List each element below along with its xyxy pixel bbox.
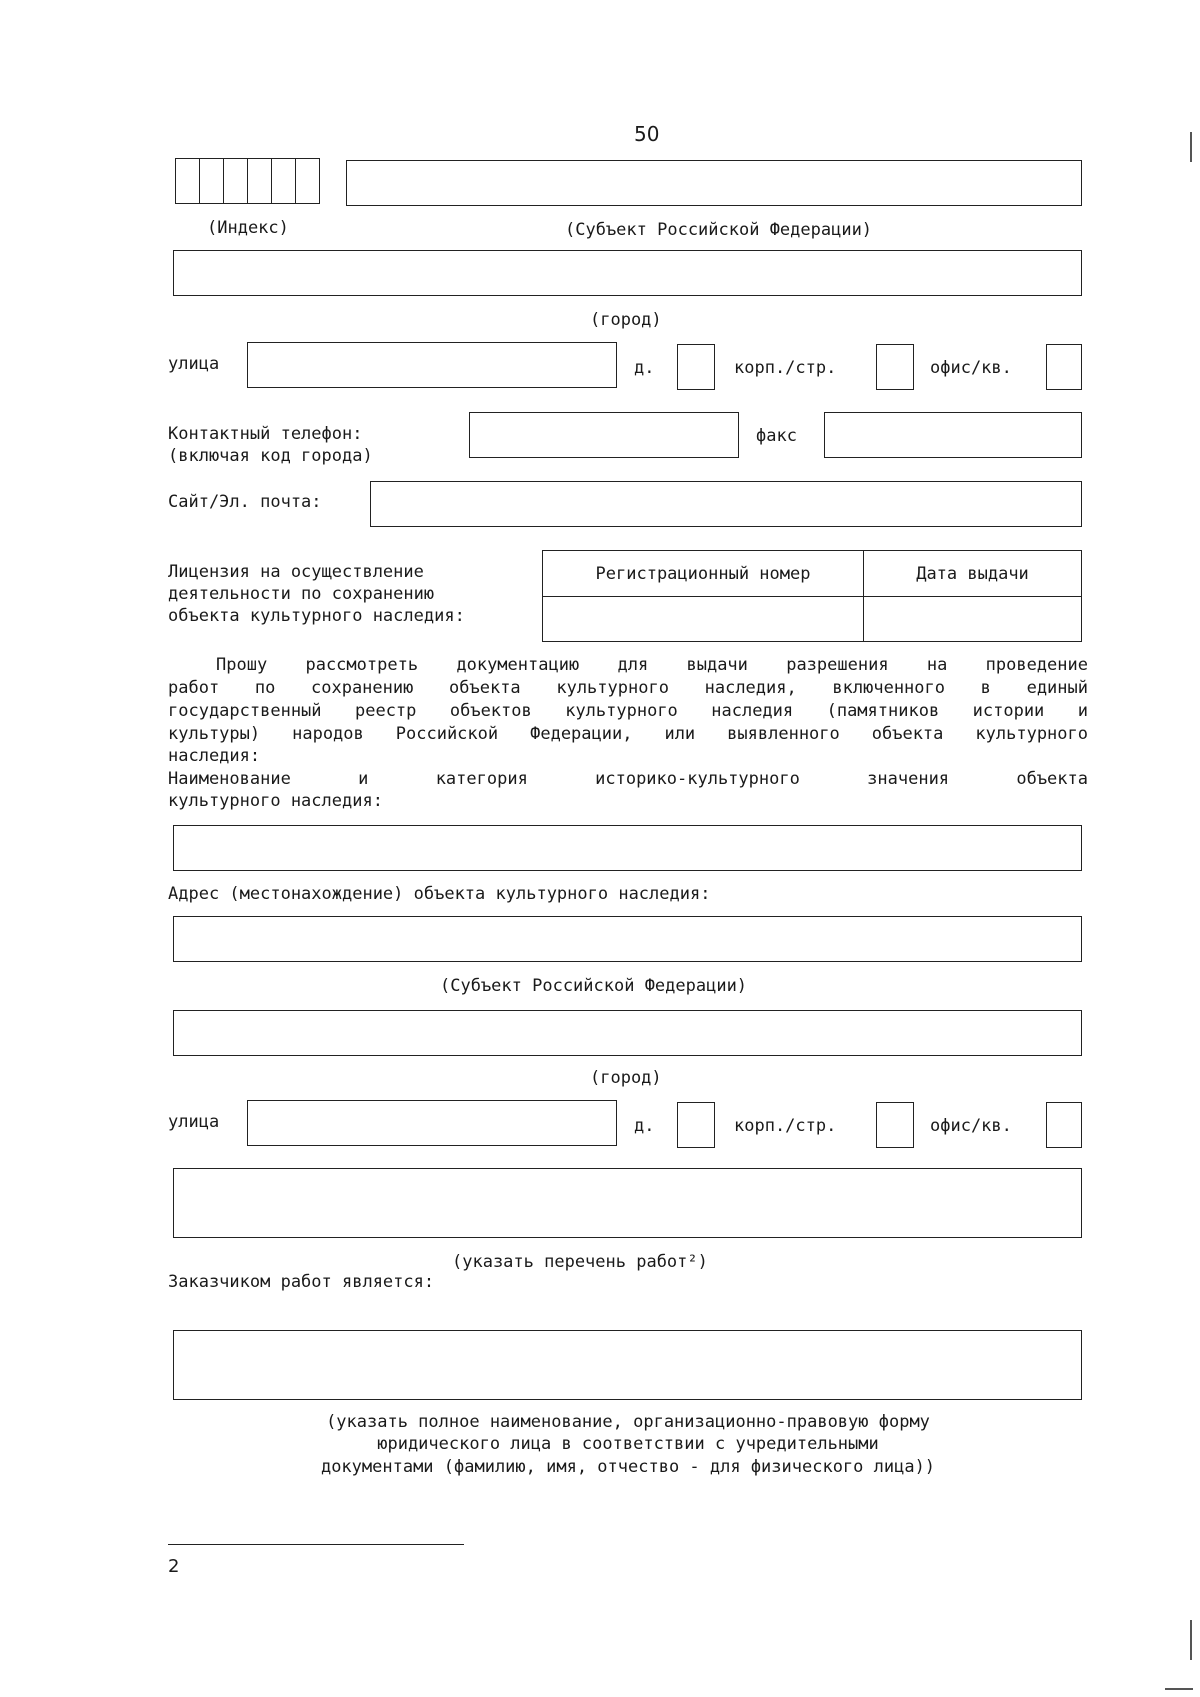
customer-note: документами (фамилию, имя, отчество - для физического лица)) <box>320 1457 936 1477</box>
index-cell[interactable] <box>175 158 200 204</box>
footnote-divider <box>168 1544 464 1545</box>
customer-field[interactable] <box>173 1330 1082 1400</box>
house-label: д. <box>634 1116 655 1136</box>
works-label: (указать перечень работ²) <box>452 1252 708 1272</box>
request-text: Прошу рассмотреть документацию для выдачи разрешения на проведение <box>216 655 1088 675</box>
request-text: культуры) народов Российской Федерации, или выявленного объекта культурного <box>168 724 1088 744</box>
address-label: Адрес (местонахождение) объекта культурного наследия: <box>168 884 711 904</box>
index-cell[interactable] <box>199 158 224 204</box>
index-label: (Индекс) <box>207 218 289 238</box>
office-label: офис/кв. <box>930 1116 1012 1136</box>
scan-mark <box>1165 1688 1193 1690</box>
street-label: улица <box>168 1112 220 1132</box>
license-reg-field[interactable] <box>543 597 864 642</box>
index-cell[interactable] <box>223 158 248 204</box>
street-field[interactable] <box>247 342 617 388</box>
scan-mark <box>1190 1620 1192 1660</box>
building-field[interactable] <box>876 1102 914 1148</box>
office-field[interactable] <box>1046 344 1082 390</box>
customer-note: юридического лица в соответствии с учредительными <box>377 1434 879 1454</box>
fax-label: факс <box>756 426 797 446</box>
footnote-number: 2 <box>168 1556 180 1577</box>
city-label: (город) <box>590 310 662 330</box>
license-date-field[interactable] <box>864 597 1082 642</box>
phone-label: Контактный телефон: <box>168 424 363 444</box>
subject-field[interactable] <box>346 160 1082 206</box>
license-label: Лицензия на осуществление <box>168 562 424 582</box>
license-table <box>542 550 1082 642</box>
object-name-label: Наименование и категория историко-культурного значения объекта <box>168 769 1088 789</box>
building-label: корп./стр. <box>734 358 837 378</box>
house-field[interactable] <box>677 1102 715 1148</box>
subject-label: (Субъект Российской Федерации) <box>440 976 748 996</box>
index-cell[interactable] <box>271 158 296 204</box>
index-cell[interactable] <box>247 158 272 204</box>
license-reg-header: Регистрационный номер <box>543 551 864 597</box>
scan-mark <box>1190 132 1192 162</box>
object-name-field[interactable] <box>173 825 1082 871</box>
office-field[interactable] <box>1046 1102 1082 1148</box>
license-label: деятельности по сохранению <box>168 584 435 604</box>
address-city-field[interactable] <box>173 1010 1082 1056</box>
city-label: (город) <box>590 1068 662 1088</box>
site-field[interactable] <box>370 481 1082 527</box>
street-field[interactable] <box>247 1100 617 1146</box>
request-text: работ по сохранению объекта культурного наследия, включенного в единый <box>168 678 1088 698</box>
phone-hint: (включая код города) <box>168 446 373 466</box>
request-text: государственный реестр объектов культурного наследия (памятников истории и <box>168 701 1088 721</box>
phone-field[interactable] <box>469 412 739 458</box>
customer-label: Заказчиком работ является: <box>168 1272 435 1292</box>
license-date-header: Дата выдачи <box>864 551 1082 597</box>
site-label: Сайт/Эл. почта: <box>168 492 322 512</box>
subject-label: (Субъект Российской Федерации) <box>565 220 873 240</box>
license-label: объекта культурного наследия: <box>168 606 465 626</box>
object-name-label: культурного наследия: <box>168 791 383 811</box>
street-label: улица <box>168 354 220 374</box>
city-field[interactable] <box>173 250 1082 296</box>
index-cell[interactable] <box>295 158 320 204</box>
house-field[interactable] <box>677 344 715 390</box>
works-field[interactable] <box>173 1168 1082 1238</box>
building-field[interactable] <box>876 344 914 390</box>
building-label: корп./стр. <box>734 1116 837 1136</box>
customer-note: (указать полное наименование, организационно-правовую форму <box>326 1412 930 1432</box>
page-number: 50 <box>634 122 660 146</box>
request-text: наследия: <box>168 746 261 766</box>
office-label: офис/кв. <box>930 358 1012 378</box>
address-subject-field[interactable] <box>173 916 1082 962</box>
fax-field[interactable] <box>824 412 1082 458</box>
house-label: д. <box>634 358 655 378</box>
